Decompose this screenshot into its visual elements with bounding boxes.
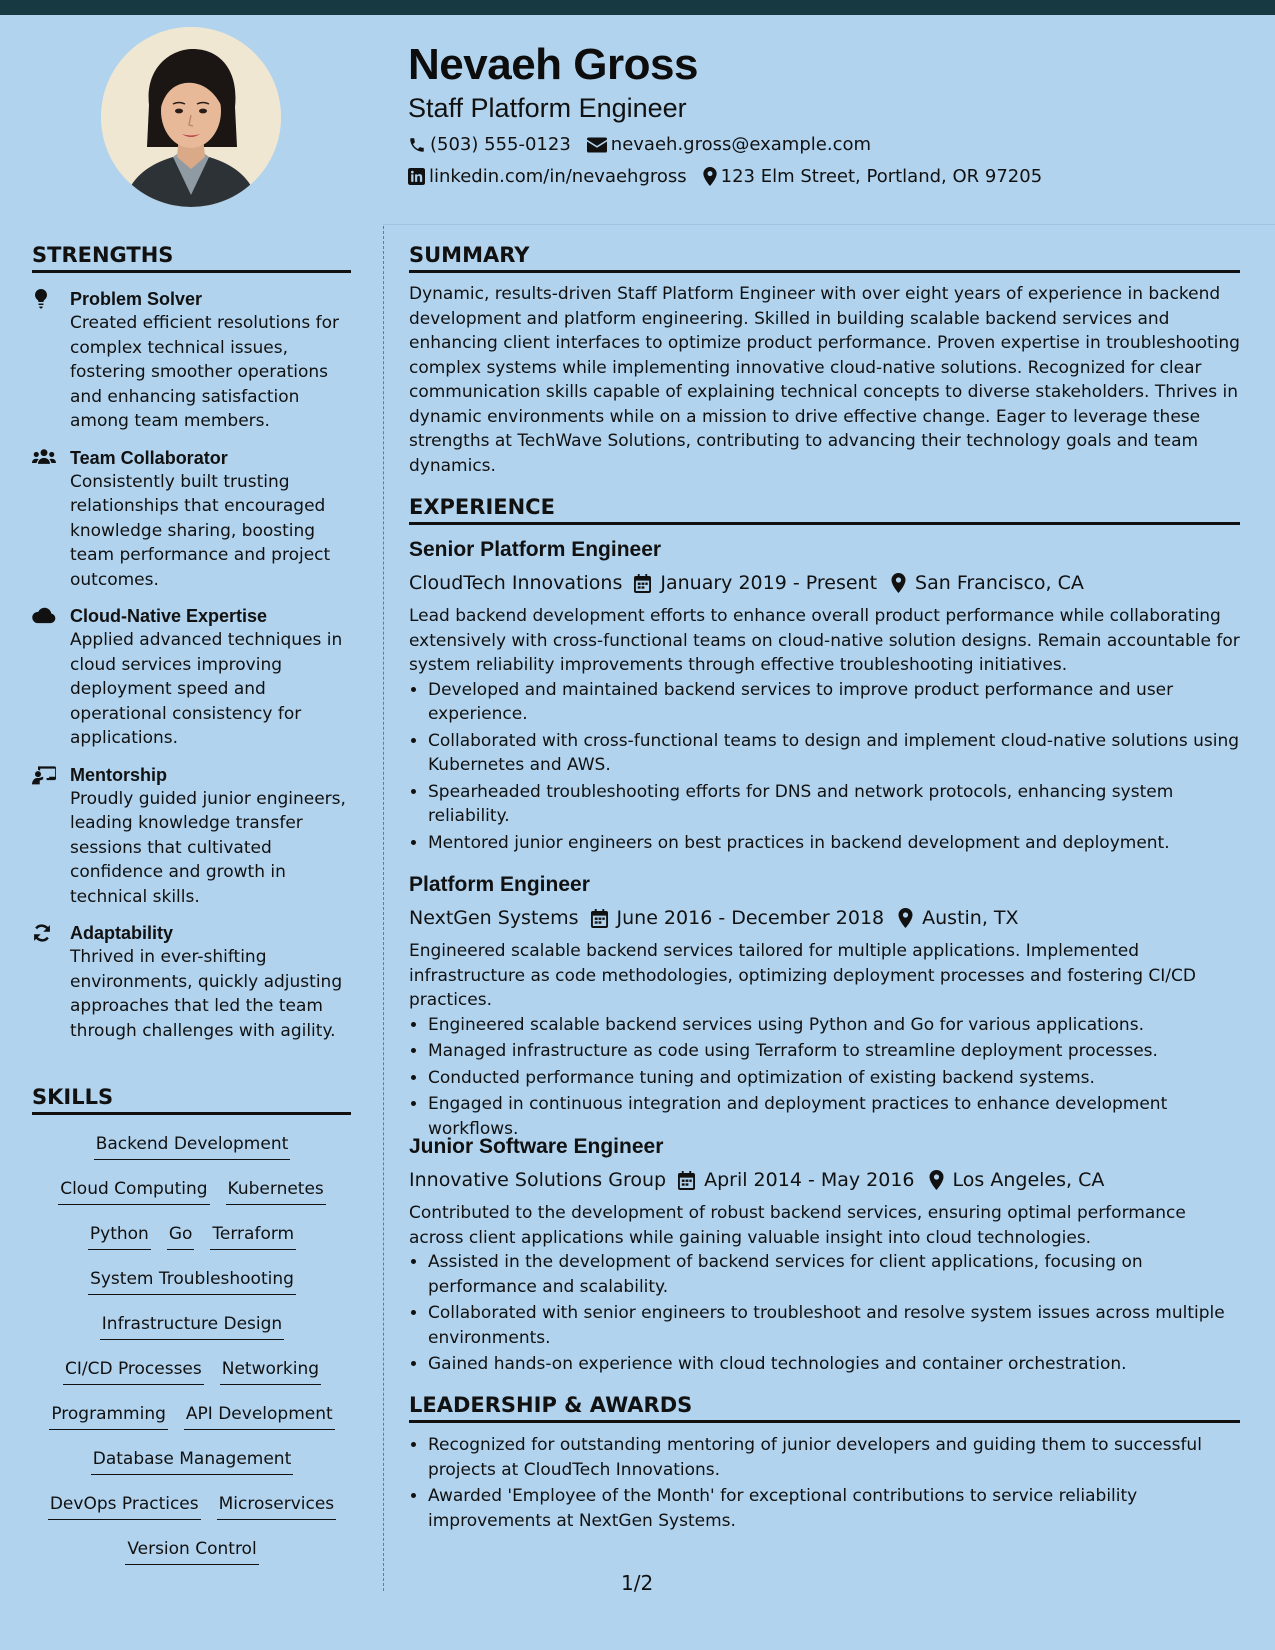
- summary-text: Dynamic, results-driven Staff Platform Engineer with over eight years of experience in backend development and platform engineering. Skilled in building scalable backend services and enhancing client interfaces to optimize product performance. Proven expertise in troubleshooting complex systems while implementing innovative cloud-native solutions. Recognized for clear communication skills capable of explaining technical concepts to diverse stakeholders. Thrives in dynamic environments while on a mission to drive effective change. Eager to leverage these strengths at TechWave Solutions, contributing to advancing their technology goals and team dynamics.: [409, 284, 1240, 476]
- bullet-item: • Engaged in continuous integration and deployment practices to enhance development workflows.: [428, 1092, 1241, 1141]
- users-icon: [32, 448, 56, 466]
- experience-heading: EXPERIENCE: [409, 495, 1240, 525]
- skill-row: [32, 1357, 352, 1402]
- skill-row: [32, 1312, 352, 1357]
- bullet-item: • Awarded 'Employee of the Month' for exceptional contributions to service reliability improvements at NextGen Systems.: [428, 1484, 1241, 1533]
- bullet-item: • Managed infrastructure as code using Terraform to streamline deployment processes.: [428, 1039, 1241, 1064]
- column-divider: [383, 226, 384, 1591]
- skill-tag: Terraform: [210, 1222, 296, 1250]
- calendar-icon: [591, 909, 608, 928]
- strength-item: [32, 446, 352, 593]
- skill-tag: Go: [167, 1222, 195, 1250]
- job-bullets: [409, 1013, 1241, 1142]
- cloud-icon: [32, 606, 56, 624]
- company-name: NextGen Systems: [409, 907, 579, 929]
- job-meta: [409, 1165, 1241, 1195]
- skill-tag: API Development: [184, 1402, 335, 1430]
- strengths-heading: STRENGTHS: [32, 243, 351, 273]
- leadership-bullets: [409, 1433, 1241, 1533]
- job-location: Austin, TX: [922, 907, 1019, 929]
- company-name: CloudTech Innovations: [409, 572, 623, 594]
- sync-icon: [32, 923, 52, 943]
- profile-photo: [101, 27, 281, 207]
- top-accent-bar: [0, 0, 1275, 15]
- bullet-item: • Gained hands-on experience with cloud technologies and container orchestration.: [428, 1352, 1241, 1377]
- job-meta: [409, 568, 1241, 598]
- calendar-icon: [678, 1171, 695, 1190]
- bullet-item: • Recognized for outstanding mentoring of junior developers and guiding them to successful projects at CloudTech Innovations.: [428, 1433, 1241, 1482]
- job-meta: [409, 903, 1241, 933]
- strength-desc: Created efficient resolutions for complex technical issues, fostering smoother operations and enhancing satisfaction among team members.: [70, 313, 339, 431]
- strength-desc: Consistently built trusting relationships that encouraged knowledge sharing, boosting team performance and project outcomes.: [70, 471, 331, 590]
- contact-row-2: [408, 166, 1058, 187]
- phone-icon: [408, 136, 426, 154]
- strength-title: Problem Solver: [70, 289, 203, 309]
- experience-entry: [409, 1133, 1241, 1379]
- strength-title: Adaptability: [70, 923, 174, 943]
- skill-tag: Python: [88, 1222, 151, 1250]
- skill-tag: Kubernetes: [226, 1177, 326, 1205]
- strength-item: [32, 287, 352, 434]
- bullet-item: • Collaborated with cross-functional teams to design and implement cloud-native solutions using Kubernetes and AWS.: [428, 729, 1241, 778]
- skill-tag: Programming: [49, 1402, 168, 1430]
- strength-item: [32, 604, 352, 751]
- linkedin-text[interactable]: linkedin.com/in/nevaehgross: [429, 166, 687, 187]
- strength-title: Mentorship: [70, 764, 167, 785]
- bullet-item: • Assisted in the development of backend services for client applications, focusing on performance and scalability.: [428, 1250, 1241, 1299]
- bullet-item: • Mentored junior engineers on best practices in backend development and deployment.: [428, 831, 1241, 856]
- job-bullets: [409, 678, 1241, 856]
- address-item: [703, 166, 1043, 187]
- job-description: Engineered scalable backend services tailored for multiple applications. Implemented infrastructure as code methodologies, optimizing deployment processes and fostering CI/CD practices.: [409, 941, 1196, 1010]
- job-location: Los Angeles, CA: [952, 1169, 1105, 1191]
- strength-desc: Thrived in ever-shifting environments, quickly adjusting approaches that led the team through challenges with agility.: [70, 947, 343, 1041]
- linkedin-item: [408, 166, 687, 187]
- job-title: Platform Engineer: [409, 873, 590, 896]
- bullet-item: • Collaborated with senior engineers to troubleshoot and resolve system issues across multiple environments.: [428, 1301, 1241, 1350]
- skill-row: [32, 1402, 352, 1447]
- skill-tag: Database Management: [91, 1447, 294, 1475]
- bullet-item: • Engineered scalable backend services using Python and Go for various applications.: [428, 1013, 1241, 1038]
- job-description: Contributed to the development of robust backend services, ensuring optimal performance across client applications while gaining valuable insight into cloud technologies.: [409, 1203, 1186, 1248]
- job-dates: April 2014 - May 2016: [704, 1169, 915, 1191]
- map-marker-icon: [929, 1170, 944, 1190]
- skill-row: [32, 1537, 352, 1582]
- strength-desc: Proudly guided junior engineers, leading knowledge transfer sessions that cultivated confidence and growth in technical skills.: [70, 788, 346, 907]
- skill-row: [32, 1267, 352, 1312]
- strength-item: [32, 921, 352, 1043]
- skill-tag: Infrastructure Design: [100, 1312, 284, 1340]
- candidate-title: Staff Platform Engineer: [408, 93, 687, 123]
- leadership-section: [409, 1433, 1241, 1535]
- linkedin-icon: [408, 168, 425, 185]
- strength-title: Team Collaborator: [70, 447, 228, 468]
- skills-heading: SKILLS: [32, 1085, 351, 1115]
- phone-text[interactable]: (503) 555-0123: [430, 134, 571, 155]
- skill-tag: Cloud Computing: [58, 1177, 209, 1205]
- skill-tag: DevOps Practices: [48, 1492, 201, 1520]
- strengths-list: [32, 287, 352, 1055]
- skill-tag: Networking: [220, 1357, 321, 1385]
- skills-list: [32, 1132, 352, 1582]
- summary-heading: SUMMARY: [409, 243, 1240, 273]
- job-title: Junior Software Engineer: [409, 1135, 664, 1158]
- skill-tag: CI/CD Processes: [63, 1357, 204, 1385]
- company-name: Innovative Solutions Group: [409, 1169, 667, 1191]
- skill-row: [32, 1132, 352, 1177]
- strength-title: Cloud-Native Expertise: [70, 606, 268, 626]
- skill-tag: Backend Development: [94, 1132, 291, 1160]
- job-dates: January 2019 - Present: [660, 572, 878, 594]
- experience-entry: [409, 871, 1241, 1143]
- envelope-icon: [587, 137, 607, 153]
- phone-item: [408, 134, 571, 155]
- map-marker-icon: [703, 167, 717, 186]
- skill-tag: Version Control: [125, 1537, 258, 1565]
- skill-tag: System Troubleshooting: [88, 1267, 296, 1295]
- strength-desc: Applied advanced techniques in cloud services improving deployment speed and operational consistency for applications.: [70, 630, 343, 748]
- chalkboard-teacher-icon: [32, 765, 56, 785]
- candidate-name: Nevaeh Gross: [408, 40, 698, 89]
- job-dates: June 2016 - December 2018: [616, 907, 885, 929]
- skill-row: [32, 1492, 352, 1537]
- map-marker-icon: [898, 908, 913, 928]
- page-indicator: 1/2: [621, 1571, 654, 1595]
- skill-tag: Microservices: [217, 1492, 337, 1520]
- contact-row-1: [408, 134, 887, 155]
- address-text: 123 Elm Street, Portland, OR 97205: [720, 166, 1043, 187]
- job-title: Senior Platform Engineer: [409, 538, 662, 561]
- lightbulb-icon: [32, 289, 50, 309]
- job-description: Lead backend development efforts to enhance overall product performance while collaborating extensively with cross-functional teams on cloud-native solution designs. Remain accountable for system reliability improvements through effective troubleshooting initiatives.: [409, 606, 1240, 675]
- experience-entry: [409, 536, 1241, 857]
- leadership-heading: LEADERSHIP & AWARDS: [409, 1393, 1240, 1423]
- skill-row: [32, 1222, 352, 1267]
- bullet-item: • Developed and maintained backend services to improve product performance and user experience.: [428, 678, 1241, 727]
- email-item: [587, 134, 871, 155]
- calendar-icon: [634, 574, 651, 593]
- job-bullets: [409, 1250, 1241, 1377]
- skill-row: [32, 1177, 352, 1222]
- email-text[interactable]: nevaeh.gross@example.com: [610, 134, 872, 155]
- map-marker-icon: [891, 573, 906, 593]
- skill-row: [32, 1447, 352, 1492]
- header-divider: [383, 224, 1275, 225]
- bullet-item: • Spearheaded troubleshooting efforts for DNS and network protocols, enhancing system reliability.: [428, 780, 1241, 829]
- bullet-item: • Conducted performance tuning and optimization of existing backend systems.: [428, 1066, 1241, 1091]
- job-location: San Francisco, CA: [915, 572, 1084, 594]
- strength-item: [32, 763, 352, 910]
